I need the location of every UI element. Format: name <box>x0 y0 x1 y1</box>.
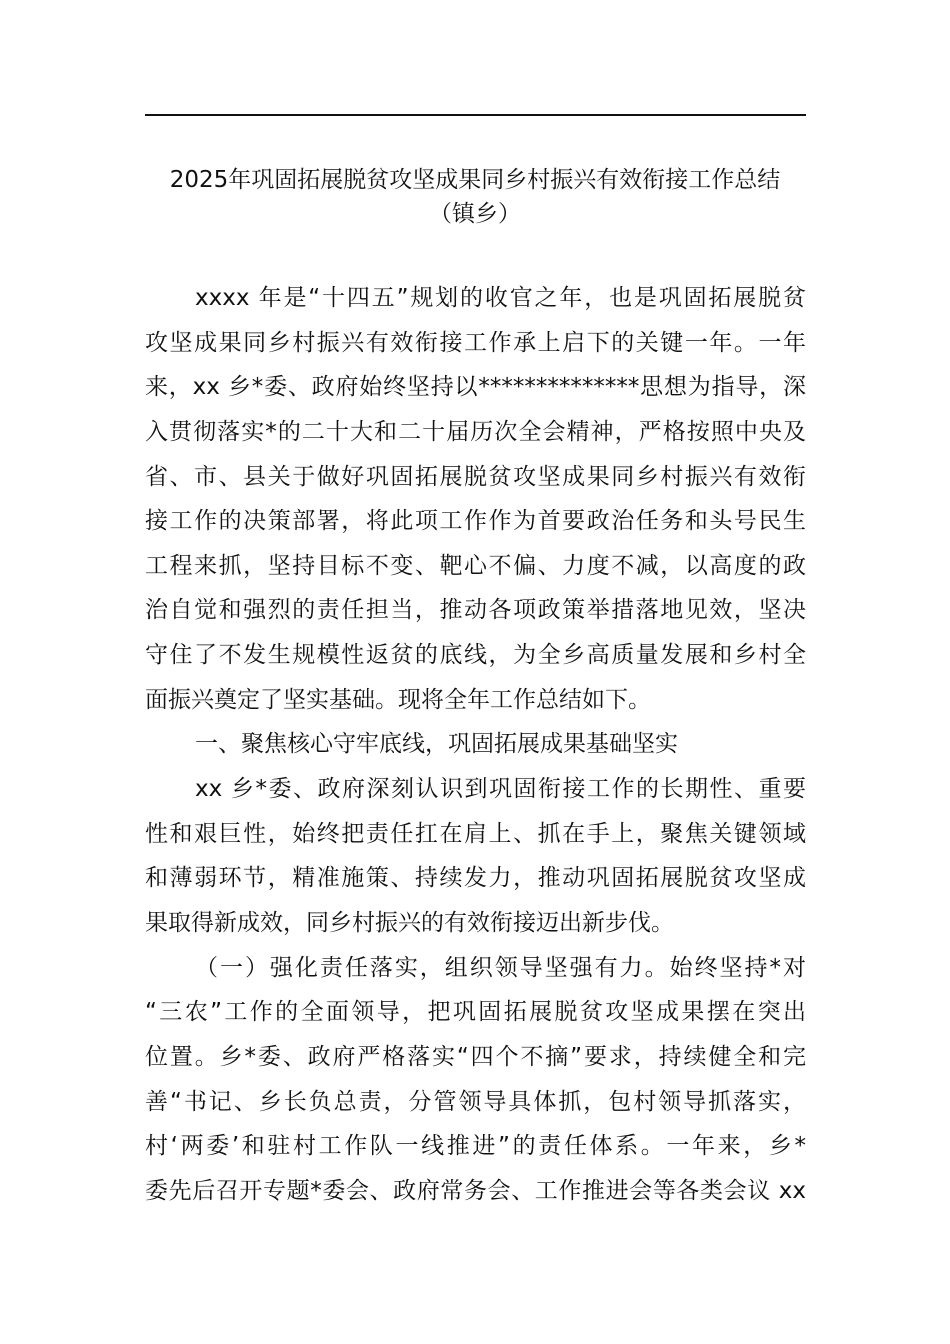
paragraph-line: （一）强化责任落实，组织领导坚强有力。始终坚持*对 <box>195 954 806 981</box>
paragraph-line: xxxx 年是“十四五”规划的收官之年，也是巩固拓展脱贫 <box>195 285 806 311</box>
paragraph-line: 来，xx 乡*委、政府始终坚持以**************思想为指导，深 <box>145 374 806 401</box>
header-rule <box>145 114 806 116</box>
paragraph-line: 治自觉和强烈的责任担当，推动各项政策举措落地见效，坚决 <box>145 597 806 624</box>
paragraph-line: “三农”工作的全面领导，把巩固拓展脱贫攻坚成果摆在突出 <box>145 999 806 1026</box>
paragraph-line: 省、市、县关于做好巩固拓展脱贫攻坚成果同乡村振兴有效衔 <box>145 463 806 490</box>
paragraph-line: 入贯彻落实*的二十大和二十届历次全会精神，严格按照中央及 <box>145 418 806 445</box>
paragraph-line: 村‘两委’和驻村工作队一线推进”的责任体系。一年来，乡* <box>145 1133 806 1160</box>
paragraph-line: 性和艰巨性，始终把责任扛在肩上、抓在手上，聚焦关键领域 <box>145 820 806 847</box>
paragraph-line: 接工作的决策部署，将此项工作作为首要政治任务和头号民生 <box>145 508 806 535</box>
document-subtitle: （镇乡） <box>429 201 521 227</box>
document-body <box>145 276 806 1213</box>
paragraph-line: 攻坚成果同乡村振兴有效衔接工作承上启下的关键一年。一年 <box>145 329 806 356</box>
paragraph-line: 和薄弱环节，精准施策、持续发力，推动巩固拓展脱贫攻坚成 <box>145 865 806 892</box>
paragraph-line: 委先后召开专题*委会、政府常务会、工作推进会等各类会议 xx <box>145 1177 806 1204</box>
paragraph-line: 守住了不发生规模性返贫的底线，为全乡高质量发展和乡村全 <box>145 642 806 669</box>
paragraph-line: xx 乡*委、政府深刻认识到巩固衔接工作的长期性、重要 <box>195 776 806 803</box>
paragraph-line: 果取得新成效，同乡村振兴的有效衔接迈出新步伐。 <box>145 909 674 936</box>
paragraph-line: 工程来抓，坚持目标不变、靶心不偏、力度不减，以高度的政 <box>145 552 806 579</box>
paragraph-line: 面振兴奠定了坚实基础。现将全年工作总结如下。 <box>145 686 651 713</box>
paragraph-line: 位置。乡*委、政府严格落实“四个不摘”要求，持续健全和完 <box>145 1043 806 1070</box>
section-heading: 一、聚焦核心守牢底线，巩固拓展成果基础坚实 <box>195 731 678 758</box>
paragraph-line: 善“书记、乡长负总责，分管领导具体抓，包村领导抓落实， <box>145 1088 806 1115</box>
document-title: 2025年巩固拓展脱贫攻坚成果同乡村振兴有效衔接工作总结 <box>169 167 781 193</box>
